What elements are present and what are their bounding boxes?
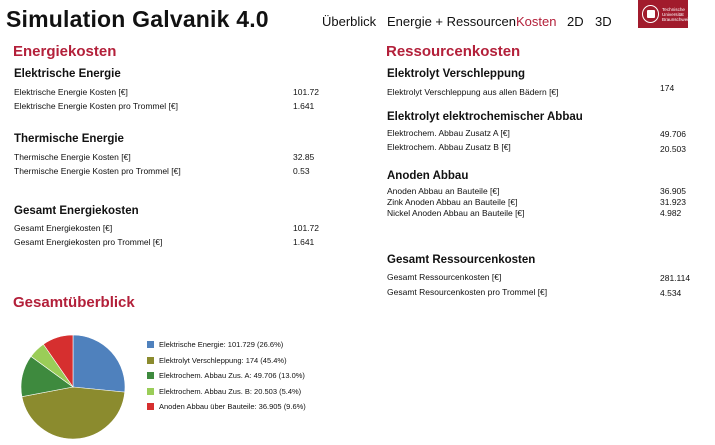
nickel-anode-label: Nickel Anoden Abbau an Bauteile [€]	[387, 208, 525, 218]
electrochem-a-value: 49.706	[660, 129, 686, 139]
anode-title: Anoden Abbau	[387, 170, 469, 182]
total-energy-label: Gesamt Energiekosten [€]	[14, 223, 113, 233]
zinc-anode-value: 31.923	[660, 197, 686, 207]
legend-swatch-1	[147, 357, 154, 364]
thermal-cost-per-drum-label: Thermische Energie Kosten pro Trommel [€]	[14, 166, 181, 176]
electric-cost-per-drum-value: 1.641	[293, 101, 315, 111]
nav-2d[interactable]: 2D	[567, 14, 584, 29]
overview-heading: Gesamtüberblick	[13, 294, 135, 311]
electrochem-b-label: Elektrochem. Abbau Zusatz B [€]	[387, 142, 511, 152]
electrochem-a-label: Elektrochem. Abbau Zusatz A [€]	[387, 128, 510, 138]
electric-cost-value: 101.72	[293, 87, 319, 97]
total-resources-label: Gesamt Ressourcenkosten [€]	[387, 272, 502, 282]
legend-label-2: Elektrochem. Abbau Zus. A: 49.706 (13.0%)	[159, 371, 305, 380]
legend-swatch-4	[147, 403, 154, 410]
legend-swatch-0	[147, 341, 154, 348]
total-resources-title: Gesamt Ressourcenkosten	[387, 254, 536, 266]
legend-label-0: Elektrische Energie: 101.729 (26.6%)	[159, 340, 284, 349]
total-energy-per-drum-value: 1.641	[293, 237, 315, 247]
drag-out-label: Elektrolyt Verschleppung aus allen Bädern [€]	[387, 87, 559, 97]
logo-text: Technische Universität Braunschweig	[662, 6, 691, 22]
nav-energie-ressourcen[interactable]: Energie + Ressourcen	[387, 14, 516, 29]
thermal-cost-value: 32.85	[293, 152, 315, 162]
thermal-cost-label: Thermische Energie Kosten [€]	[14, 152, 131, 162]
drag-out-title: Elektrolyt Verschleppung	[387, 68, 526, 80]
thermal-cost-per-drum-value: 0.53	[293, 166, 310, 176]
legend-swatch-3	[147, 388, 154, 395]
electric-energy-title: Elektrische Energie	[14, 68, 121, 80]
cost-pie-chart	[15, 333, 135, 441]
legend-label-4: Anoden Abbau über Bauteile: 36.905 (9.6%)	[159, 402, 306, 411]
total-energy-title: Gesamt Energiekosten	[14, 205, 139, 217]
total-resources-value: 281.114	[660, 273, 691, 283]
nav-3d[interactable]: 3D	[595, 14, 612, 29]
electric-cost-per-drum-label: Elektrische Energie Kosten pro Trommel [€]	[14, 101, 178, 111]
thermal-energy-title: Thermische Energie	[14, 133, 124, 145]
resources-heading: Ressourcenkosten	[386, 43, 521, 60]
total-resources-per-drum-label: Gesamt Resourcenkosten pro Trommel [€]	[387, 287, 548, 297]
seal-icon	[642, 5, 659, 23]
anode-value: 36.905	[660, 186, 686, 196]
pie-slice-0	[73, 335, 125, 392]
app-title: Simulation Galvanik 4.0	[6, 6, 269, 32]
electrochem-title: Elektrolyt elektrochemischer Abbau	[387, 111, 583, 123]
total-resources-per-drum-value: 4.534	[660, 288, 682, 298]
legend-swatch-2	[147, 372, 154, 379]
university-logo	[638, 0, 691, 28]
energy-heading: Energiekosten	[13, 43, 117, 60]
legend-label-1: Elektrolyt Verschleppung: 174 (45.4%)	[159, 355, 287, 365]
legend-label-3: Elektrochem. Abbau Zus. B: 20.503 (5.4%)	[159, 386, 302, 396]
nickel-anode-value: 4.982	[660, 208, 682, 218]
anode-label: Anoden Abbau an Bauteile [€]	[387, 186, 500, 196]
total-energy-value: 101.72	[293, 223, 319, 233]
zinc-anode-label: Zink Anoden Abbau an Bauteile [€]	[387, 197, 518, 207]
electric-cost-label: Elektrische Energie Kosten [€]	[14, 87, 128, 97]
drag-out-value: 174	[660, 83, 675, 93]
nav-kosten[interactable]: Kosten	[516, 14, 557, 29]
electrochem-b-value: 20.503	[660, 144, 686, 154]
total-energy-per-drum-label: Gesamt Energiekosten pro Trommel [€]	[14, 237, 163, 247]
nav-ueberblick[interactable]: Überblick	[322, 14, 377, 29]
pie-slice-1	[22, 387, 125, 439]
